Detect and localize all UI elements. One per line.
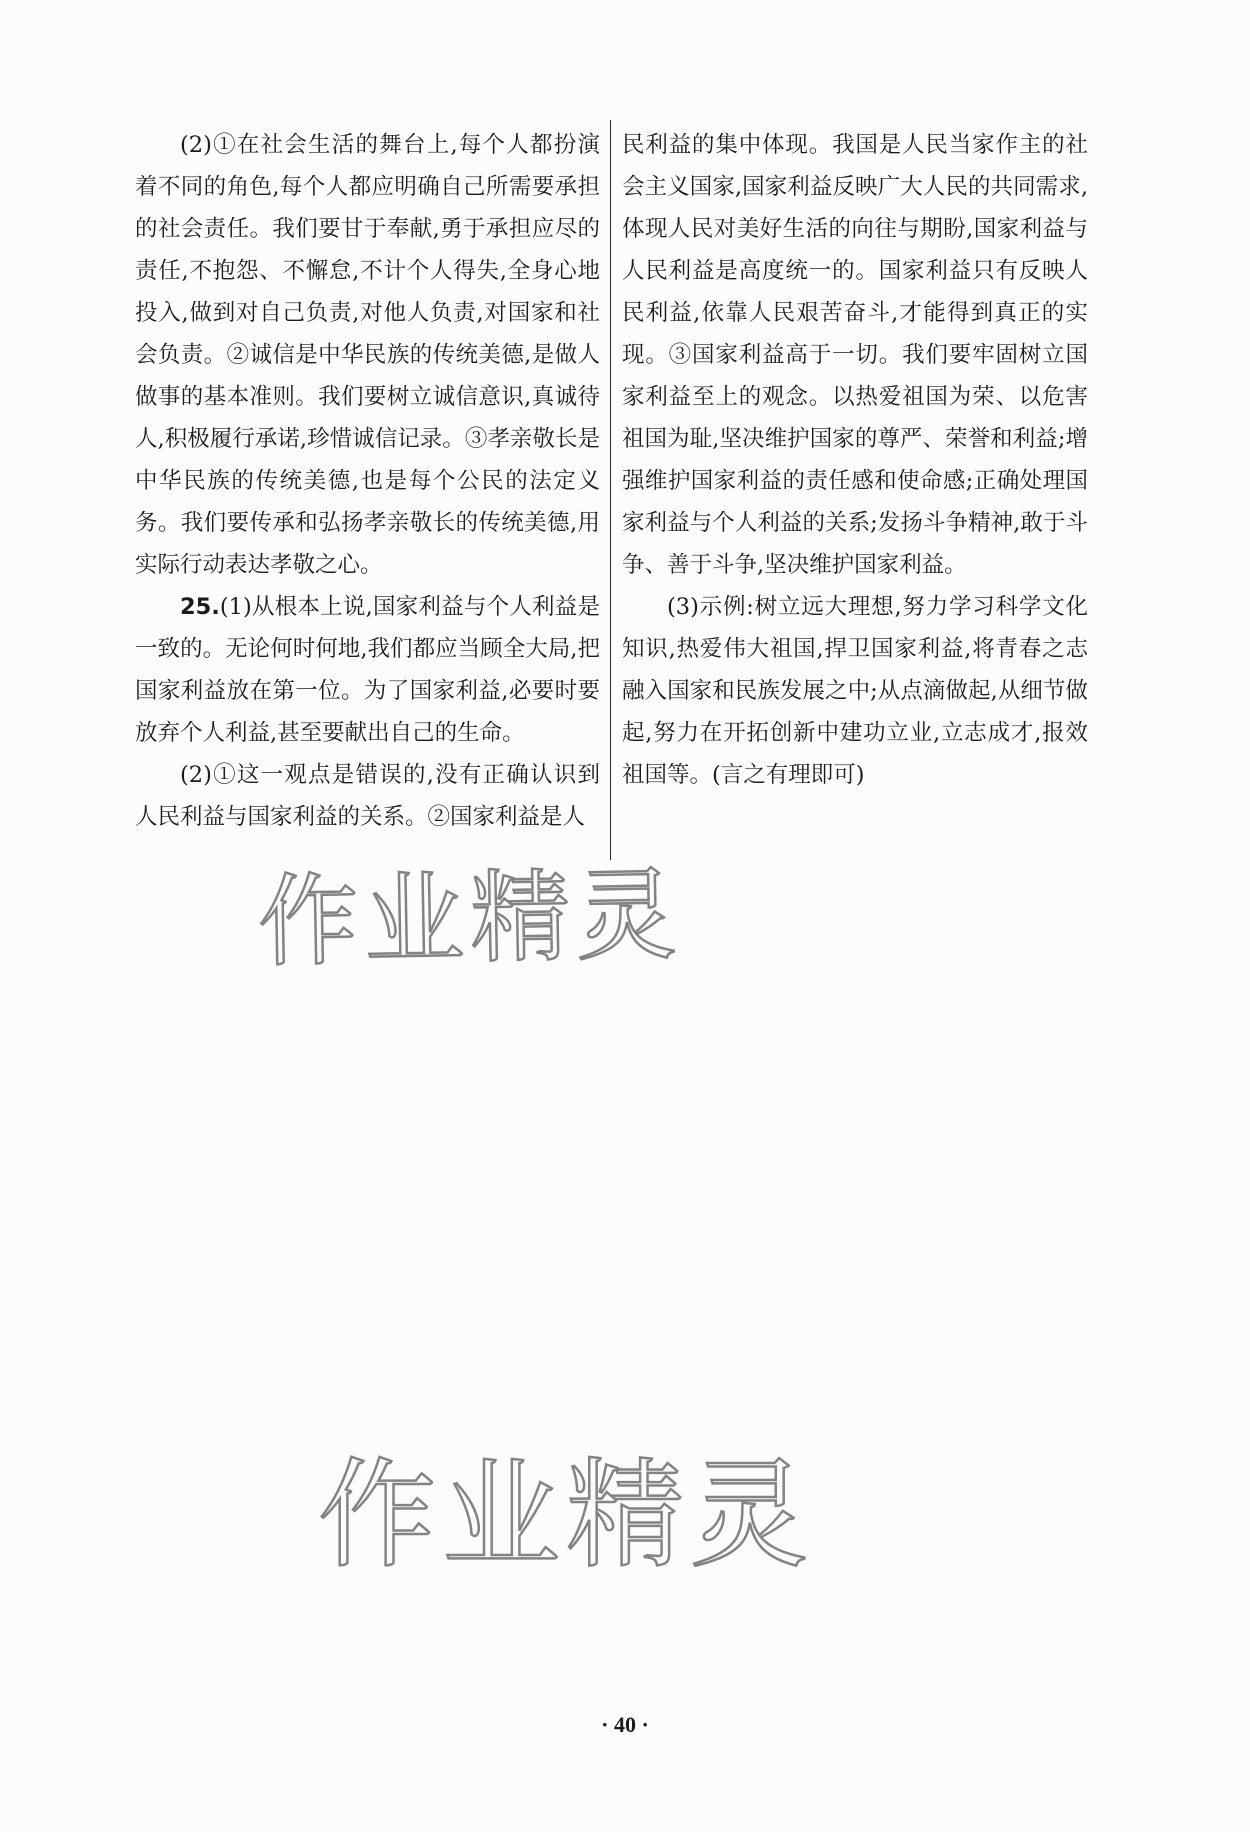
answer-25-part-1 <box>135 586 600 754</box>
answer-24-part-2: (2)①在社会生活的舞台上,每个人都扮演着不同的角色,每个人都应明确自己所需要承担的社会责任。我们要甘于奉献,勇于承担应尽的责任,不抱怨、不懈怠,不计个人得失,全身心地投入,做到对自己负责,对他人负责,对国家和社会负责。②诚信是中华民族的传统美德,是做人做事的基本准则。我们要树立诚信意识,真诚待人,积极履行承诺,珍惜诚信记录。③孝亲敬长是中华民族的传统美德,也是每个公民的法定义务。我们要传承和弘扬孝亲敬长的传统美德,用实际行动表达孝敬之心。 <box>135 132 600 578</box>
answer-25-part-1-text: (1)从根本上说,国家利益与个人利益是一致的。无论何时何地,我们都应当顾全大局,把国家利益放在第一位。为了国家利益,必要时要放弃个人利益,甚至要献出自己的生命。 <box>135 594 600 746</box>
watermark-bottom: 作业精灵 <box>318 1446 815 1584</box>
answer-25-part-3: (3)示例:树立远大理想,努力学习科学文化知识,热爱伟大祖国,捍卫国家利益,将青春之志融入国家和民族发展之中;从点滴做起,从细节做起,努力在开拓创新中建功立业,立志成才,报效祖国等。(言之有理即可) <box>622 594 1088 788</box>
question-number: 25. <box>180 594 220 620</box>
answer-25-part-2: (2)①这一观点是错误的,没有正确认识到人民利益与国家利益的关系。②国家利益是人 <box>135 762 600 830</box>
page-number: · 40 · <box>601 1712 649 1737</box>
right-column <box>622 124 1088 796</box>
column-divider <box>610 120 611 860</box>
answer-25-part-2-continued: 民利益的集中体现。我国是人民当家作主的社会主义国家,国家利益反映广大人民的共同需求,体现人民对美好生活的向往与期盼,国家利益与人民利益是高度统一的。国家利益只有反映人民利益,依靠人民艰苦奋斗,才能得到真正的实现。③国家利益高于一切。我们要牢固树立国家利益至上的观念。以热爱祖国为荣、以危害祖国为耻,坚决维护国家的尊严、荣誉和利益;增强维护国家利益的责任感和使命感;正确处理国家利益与个人利益的关系;发扬斗争精神,敢于斗争、善于斗争,坚决维护国家利益。 <box>622 132 1088 578</box>
watermark-top: 作业精灵 <box>257 856 684 981</box>
left-column <box>135 124 600 838</box>
